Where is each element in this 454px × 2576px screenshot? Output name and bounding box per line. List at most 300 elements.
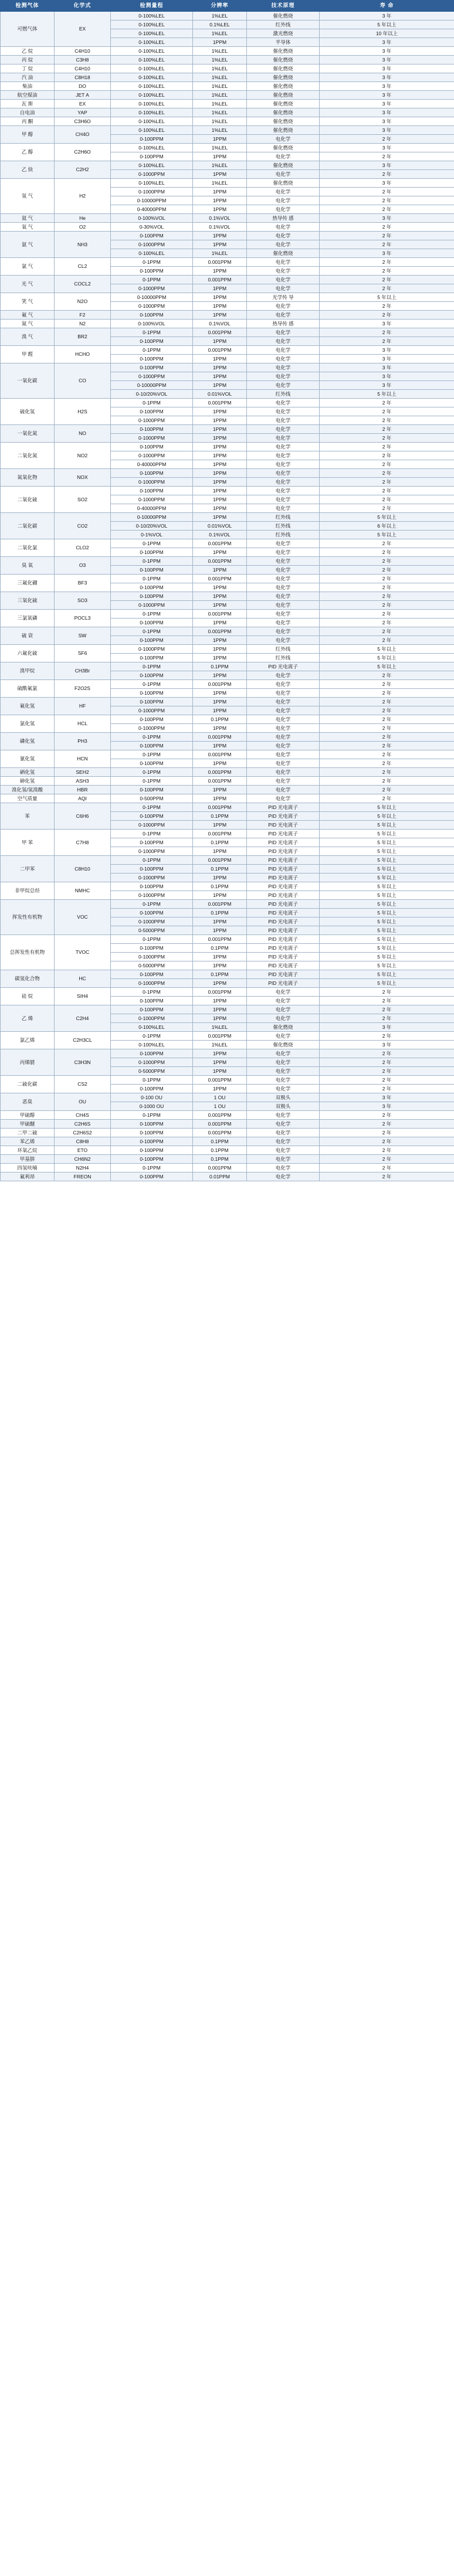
technology: 电化学 bbox=[247, 152, 320, 161]
detection-range: 0-100PPM bbox=[111, 267, 193, 276]
service-life: 2 年 bbox=[320, 592, 454, 601]
technology: 电化学 bbox=[247, 1085, 320, 1093]
table-row bbox=[1, 1164, 454, 1173]
technology: 催化燃烧 bbox=[247, 1023, 320, 1032]
resolution: 1PPM bbox=[193, 513, 247, 522]
gas-name: 二硫化碳 bbox=[1, 1076, 55, 1093]
service-life: 2 年 bbox=[320, 469, 454, 478]
gas-formula: HCHO bbox=[55, 346, 111, 363]
detection-range: 0-10000PPM bbox=[111, 293, 193, 302]
detection-range: 0-100PPM bbox=[111, 1155, 193, 1164]
gas-name: 硫酰氟氯 bbox=[1, 680, 55, 698]
detection-range: 0-100PPM bbox=[111, 1173, 193, 1181]
technology: 激光燃烧 bbox=[247, 29, 320, 38]
gas-name: 甲 醇 bbox=[1, 126, 55, 144]
resolution: 1PPM bbox=[193, 337, 247, 346]
resolution: 0.1%LEL bbox=[193, 21, 247, 29]
service-life: 2 年 bbox=[320, 152, 454, 161]
gas-formula: SW bbox=[55, 627, 111, 645]
technology: 催化燃烧 bbox=[247, 161, 320, 170]
technology: PID 光电离子 bbox=[247, 900, 320, 909]
resolution: 1PPM bbox=[193, 434, 247, 443]
technology: PID 光电离子 bbox=[247, 935, 320, 944]
technology: 电化学 bbox=[247, 135, 320, 144]
detection-range: 0-100PPM bbox=[111, 363, 193, 372]
detection-range: 0-1000PPM bbox=[111, 1058, 193, 1067]
table-row bbox=[1, 557, 454, 566]
detection-range: 0-100PPM bbox=[111, 311, 193, 320]
table-row bbox=[1, 443, 454, 451]
service-life: 5 年以上 bbox=[320, 803, 454, 812]
table-body bbox=[1, 12, 454, 1181]
resolution: 1PPM bbox=[193, 583, 247, 592]
technology: 双极头 bbox=[247, 1093, 320, 1102]
gas-name: 空气质量 bbox=[1, 794, 55, 803]
service-life: 3 年 bbox=[320, 320, 454, 328]
resolution: 1PPM bbox=[193, 566, 247, 575]
gas-formula: C2H6S2 bbox=[55, 1129, 111, 1137]
resolution: 1PPM bbox=[193, 469, 247, 478]
detection-range: 0-100PPM bbox=[111, 786, 193, 794]
detection-range: 0-100PPM bbox=[111, 1120, 193, 1129]
gas-name: 氯乙烯 bbox=[1, 1032, 55, 1049]
service-life: 2 年 bbox=[320, 566, 454, 575]
gas-formula: N2 bbox=[55, 320, 111, 328]
detection-range: 0-100PPM bbox=[111, 592, 193, 601]
technology: PID 光电离子 bbox=[247, 812, 320, 821]
technology: PID 光电离子 bbox=[247, 662, 320, 671]
detection-range: 0-1PPM bbox=[111, 258, 193, 267]
technology: 电化学 bbox=[247, 715, 320, 724]
gas-formula: YAP bbox=[55, 108, 111, 117]
technology: 电化学 bbox=[247, 618, 320, 627]
detection-range: 0-1PPM bbox=[111, 768, 193, 777]
resolution: 1PPM bbox=[193, 953, 247, 961]
technology: 电化学 bbox=[247, 724, 320, 733]
table-row bbox=[1, 1173, 454, 1181]
service-life: 2 年 bbox=[320, 539, 454, 548]
resolution: 1PPM bbox=[193, 495, 247, 504]
resolution: 0.1PPM bbox=[193, 715, 247, 724]
gas-formula: SEH2 bbox=[55, 768, 111, 777]
service-life: 2 年 bbox=[320, 478, 454, 487]
gas-formula: EX bbox=[55, 100, 111, 108]
technology: 电化学 bbox=[247, 328, 320, 337]
gas-formula: NOX bbox=[55, 469, 111, 487]
technology: 电化学 bbox=[247, 636, 320, 645]
service-life: 2 年 bbox=[320, 733, 454, 742]
gas-formula: SO2 bbox=[55, 487, 111, 513]
table-row bbox=[1, 73, 454, 82]
gas-formula: F2 bbox=[55, 311, 111, 320]
gas-formula: NH3 bbox=[55, 232, 111, 258]
gas-name: 溴 气 bbox=[1, 328, 55, 346]
service-life: 2 年 bbox=[320, 135, 454, 144]
resolution: 1%LEL bbox=[193, 117, 247, 126]
technology: 电化学 bbox=[247, 1146, 320, 1155]
technology: 电化学 bbox=[247, 495, 320, 504]
technology: 电化学 bbox=[247, 469, 320, 478]
resolution: 1%LEL bbox=[193, 249, 247, 258]
service-life: 5 年以上 bbox=[320, 900, 454, 909]
detection-range: 0-1PPM bbox=[111, 627, 193, 636]
gas-name: 氯化氢 bbox=[1, 715, 55, 733]
service-life: 5 年以上 bbox=[320, 645, 454, 654]
resolution: 1PPM bbox=[193, 188, 247, 196]
gas-detection-spec-sheet bbox=[0, 0, 454, 1181]
technology: 电化学 bbox=[247, 689, 320, 698]
gas-name: 苯 bbox=[1, 803, 55, 830]
technology: 电化学 bbox=[247, 566, 320, 575]
resolution: 1PPM bbox=[193, 821, 247, 830]
detection-range: 0-100%LEL bbox=[111, 64, 193, 73]
technology: PID 光电离子 bbox=[247, 838, 320, 847]
resolution: 0.1PPM bbox=[193, 812, 247, 821]
service-life: 5 年以上 bbox=[320, 654, 454, 662]
table-row bbox=[1, 328, 454, 337]
table-row bbox=[1, 469, 454, 478]
detection-range: 0-100%LEL bbox=[111, 38, 193, 47]
service-life: 3 年 bbox=[320, 214, 454, 223]
detection-range: 0-100PPM bbox=[111, 407, 193, 416]
technology: 电化学 bbox=[247, 337, 320, 346]
technology: PID 光电离子 bbox=[247, 874, 320, 882]
service-life: 2 年 bbox=[320, 460, 454, 469]
gas-name: 三氯氧磷 bbox=[1, 610, 55, 627]
technology: 电化学 bbox=[247, 680, 320, 689]
detection-range: 0-1000PPM bbox=[111, 874, 193, 882]
technology: 电化学 bbox=[247, 706, 320, 715]
detection-range: 0-100PPM bbox=[111, 152, 193, 161]
technology: 半导体 bbox=[247, 38, 320, 47]
service-life: 5 年以上 bbox=[320, 926, 454, 935]
gas-name: 甲硫醚 bbox=[1, 1120, 55, 1129]
resolution: 0.1%VOL bbox=[193, 223, 247, 232]
resolution: 0.1%VOL bbox=[193, 531, 247, 539]
service-life: 3 年 bbox=[320, 108, 454, 117]
technology: 电化学 bbox=[247, 988, 320, 997]
resolution: 1PPM bbox=[193, 372, 247, 381]
gas-formula: CH4S bbox=[55, 1111, 111, 1120]
service-life: 5 年以上 bbox=[320, 891, 454, 900]
resolution: 0.1PPM bbox=[193, 662, 247, 671]
gas-formula: SO3 bbox=[55, 592, 111, 610]
technology: 红外线 bbox=[247, 513, 320, 522]
gas-formula: DO bbox=[55, 82, 111, 91]
table-row bbox=[1, 786, 454, 794]
table-row bbox=[1, 794, 454, 803]
resolution: 1PPM bbox=[193, 917, 247, 926]
service-life: 3 年 bbox=[320, 249, 454, 258]
detection-range: 0-1PPM bbox=[111, 988, 193, 997]
gas-formula: C2H3CL bbox=[55, 1032, 111, 1049]
technology: PID 光电离子 bbox=[247, 970, 320, 979]
detection-range: 0-100PPM bbox=[111, 882, 193, 891]
service-life: 5 年以上 bbox=[320, 662, 454, 671]
technology: 电化学 bbox=[247, 548, 320, 557]
detection-range: 0-1000PPM bbox=[111, 953, 193, 961]
technology: 电化学 bbox=[247, 399, 320, 407]
detection-range: 0-100PPM bbox=[111, 1049, 193, 1058]
detection-range: 0-100%LEL bbox=[111, 249, 193, 258]
resolution: 1PPM bbox=[193, 152, 247, 161]
resolution: 0.001PPM bbox=[193, 627, 247, 636]
detection-range: 0-500PPM bbox=[111, 794, 193, 803]
resolution: 1PPM bbox=[193, 355, 247, 363]
detection-range: 0-100%LEL bbox=[111, 12, 193, 21]
service-life: 2 年 bbox=[320, 777, 454, 786]
service-life: 2 年 bbox=[320, 495, 454, 504]
technology: 电化学 bbox=[247, 240, 320, 249]
gas-formula: C8H18 bbox=[55, 73, 111, 82]
resolution: 0.001PPM bbox=[193, 733, 247, 742]
detection-range: 0-100PPM bbox=[111, 443, 193, 451]
detection-range: 0-1PPM bbox=[111, 900, 193, 909]
resolution: 0.01%VOL bbox=[193, 390, 247, 399]
technology: 电化学 bbox=[247, 363, 320, 372]
detection-range: 0-100%LEL bbox=[111, 1023, 193, 1032]
detection-range: 0-100PPM bbox=[111, 337, 193, 346]
service-life: 5 年以上 bbox=[320, 531, 454, 539]
service-life: 2 年 bbox=[320, 399, 454, 407]
table-row bbox=[1, 680, 454, 689]
table-row bbox=[1, 487, 454, 495]
technology: 电化学 bbox=[247, 232, 320, 240]
detection-range: 0-100%LEL bbox=[111, 47, 193, 56]
resolution: 1PPM bbox=[193, 478, 247, 487]
resolution: 0.1PPM bbox=[193, 970, 247, 979]
detection-range: 0-1PPM bbox=[111, 750, 193, 759]
gas-formula: C2H4 bbox=[55, 1005, 111, 1032]
gas-name: 硅 烷 bbox=[1, 988, 55, 1005]
gas-formula: N2H4 bbox=[55, 1164, 111, 1173]
technology: PID 光电离子 bbox=[247, 847, 320, 856]
service-life: 2 年 bbox=[320, 759, 454, 768]
service-life: 2 年 bbox=[320, 267, 454, 276]
technology: PID 光电离子 bbox=[247, 961, 320, 970]
resolution: 0.01PPM bbox=[193, 1173, 247, 1181]
technology: 电化学 bbox=[247, 284, 320, 293]
resolution: 1PPM bbox=[193, 1049, 247, 1058]
gas-name: 溴化氢/氢溴酸 bbox=[1, 786, 55, 794]
technology: 催化燃烧 bbox=[247, 1041, 320, 1049]
gas-formula: CH6N2 bbox=[55, 1155, 111, 1164]
resolution: 1PPM bbox=[193, 689, 247, 698]
service-life: 2 年 bbox=[320, 1032, 454, 1041]
service-life: 2 年 bbox=[320, 548, 454, 557]
detection-range: 0-1PPM bbox=[111, 803, 193, 812]
detection-range: 0-40000PPM bbox=[111, 504, 193, 513]
technology: PID 光电离子 bbox=[247, 882, 320, 891]
detection-range: 0-1000PPM bbox=[111, 847, 193, 856]
detection-range: 0-1000PPM bbox=[111, 979, 193, 988]
detection-range: 0-10/20%VOL bbox=[111, 522, 193, 531]
resolution: 0.1PPM bbox=[193, 909, 247, 917]
technology: 电化学 bbox=[247, 451, 320, 460]
resolution: 0.001PPM bbox=[193, 610, 247, 618]
service-life: 2 年 bbox=[320, 1111, 454, 1120]
service-life: 3 年 bbox=[320, 372, 454, 381]
detection-range: 0-100PPM bbox=[111, 715, 193, 724]
table-row bbox=[1, 662, 454, 671]
resolution: 0.001PPM bbox=[193, 1111, 247, 1120]
detection-range: 0-100 OU bbox=[111, 1093, 193, 1102]
gas-name: 甲 醛 bbox=[1, 346, 55, 363]
detection-range: 0-100PPM bbox=[111, 636, 193, 645]
resolution: 1PPM bbox=[193, 636, 247, 645]
header-gas: 检测气体 bbox=[1, 1, 55, 12]
table-row bbox=[1, 988, 454, 997]
service-life: 2 年 bbox=[320, 636, 454, 645]
gas-name: 挥发性有机物 bbox=[1, 900, 55, 935]
gas-name: 磷化氢 bbox=[1, 733, 55, 750]
gas-name: 柴油 bbox=[1, 82, 55, 91]
gas-formula: C2H6O bbox=[55, 144, 111, 161]
gas-name: 二氧化氮 bbox=[1, 443, 55, 469]
detection-range: 0-1000PPM bbox=[111, 601, 193, 610]
resolution: 0.1PPM bbox=[193, 1155, 247, 1164]
detection-range: 0-100PPM bbox=[111, 355, 193, 363]
gas-formula: ETO bbox=[55, 1146, 111, 1155]
detection-range: 0-10000PPM bbox=[111, 196, 193, 205]
table-row bbox=[1, 161, 454, 170]
table-row bbox=[1, 513, 454, 522]
detection-range: 0-100%LEL bbox=[111, 91, 193, 100]
technology: 热导传 感 bbox=[247, 320, 320, 328]
technology: PID 光电离子 bbox=[247, 944, 320, 953]
technology: 电化学 bbox=[247, 610, 320, 618]
detection-range: 0-100PPM bbox=[111, 838, 193, 847]
resolution: 0.1PPM bbox=[193, 865, 247, 874]
resolution: 1PPM bbox=[193, 601, 247, 610]
service-life: 3 年 bbox=[320, 1041, 454, 1049]
gas-formula: CLO2 bbox=[55, 539, 111, 557]
gas-name: 环氧乙烷 bbox=[1, 1146, 55, 1155]
resolution: 1PPM bbox=[193, 38, 247, 47]
detection-range: 0-1PPM bbox=[111, 276, 193, 284]
detection-range: 0-1PPM bbox=[111, 1076, 193, 1085]
table-row bbox=[1, 1146, 454, 1155]
technology: 电化学 bbox=[247, 302, 320, 311]
gas-formula: AQI bbox=[55, 794, 111, 803]
resolution: 1PPM bbox=[193, 135, 247, 144]
gas-name: 溴甲烷 bbox=[1, 662, 55, 680]
gas-name: 氮氧化物 bbox=[1, 469, 55, 487]
gas-name: 丙 烷 bbox=[1, 56, 55, 64]
service-life: 2 年 bbox=[320, 575, 454, 583]
service-life: 3 年 bbox=[320, 346, 454, 355]
service-life: 3 年 bbox=[320, 161, 454, 170]
detection-range: 0-100PPM bbox=[111, 742, 193, 750]
gas-name: 二氧化氯 bbox=[1, 539, 55, 557]
resolution: 1PPM bbox=[193, 381, 247, 390]
resolution: 1PPM bbox=[193, 460, 247, 469]
detection-range: 0-100PPM bbox=[111, 583, 193, 592]
resolution: 1PPM bbox=[193, 311, 247, 320]
resolution: 1PPM bbox=[193, 1067, 247, 1076]
technology: 电化学 bbox=[247, 188, 320, 196]
technology: 电化学 bbox=[247, 742, 320, 750]
service-life: 3 年 bbox=[320, 355, 454, 363]
technology: 催化燃烧 bbox=[247, 117, 320, 126]
resolution: 0.001PPM bbox=[193, 900, 247, 909]
technology: 电化学 bbox=[247, 1005, 320, 1014]
detection-range: 0-1000PPM bbox=[111, 478, 193, 487]
detection-range: 0-100%LEL bbox=[111, 179, 193, 188]
service-life: 5 年以上 bbox=[320, 830, 454, 838]
table-row bbox=[1, 214, 454, 223]
technology: 电化学 bbox=[247, 777, 320, 786]
detection-range: 0-100%LEL bbox=[111, 1041, 193, 1049]
detection-range: 0-100PPM bbox=[111, 618, 193, 627]
gas-name: 甲硫醇 bbox=[1, 1111, 55, 1120]
technology: 电化学 bbox=[247, 504, 320, 513]
resolution: 0.001PPM bbox=[193, 328, 247, 337]
resolution: 1%LEL bbox=[193, 108, 247, 117]
service-life: 2 年 bbox=[320, 240, 454, 249]
table-row bbox=[1, 56, 454, 64]
table-row bbox=[1, 91, 454, 100]
gas-name: 氧 气 bbox=[1, 223, 55, 232]
detection-range: 0-100PPM bbox=[111, 812, 193, 821]
technology: 电化学 bbox=[247, 601, 320, 610]
service-life: 3 年 bbox=[320, 381, 454, 390]
resolution: 0.001PPM bbox=[193, 1129, 247, 1137]
resolution: 0.001PPM bbox=[193, 1076, 247, 1085]
detection-range: 0-100%LEL bbox=[111, 56, 193, 64]
technology: PID 光电离子 bbox=[247, 830, 320, 838]
table-row bbox=[1, 232, 454, 240]
service-life: 5 年以上 bbox=[320, 838, 454, 847]
gas-name: 碳氢化合物 bbox=[1, 970, 55, 988]
detection-range: 0-1000PPM bbox=[111, 645, 193, 654]
table-row bbox=[1, 698, 454, 706]
gas-formula: C4H10 bbox=[55, 64, 111, 73]
detection-range: 0-100PPM bbox=[111, 1137, 193, 1146]
gas-formula: N2O bbox=[55, 293, 111, 311]
gas-name: 笑 气 bbox=[1, 293, 55, 311]
service-life: 2 年 bbox=[320, 1173, 454, 1181]
table-row bbox=[1, 425, 454, 434]
detection-range: 0-1PPM bbox=[111, 539, 193, 548]
resolution: 1PPM bbox=[193, 742, 247, 750]
technology: 电化学 bbox=[247, 627, 320, 636]
gas-name: 三氟化硼 bbox=[1, 575, 55, 592]
detection-range: 0-1PPM bbox=[111, 575, 193, 583]
technology: 红外线 bbox=[247, 531, 320, 539]
service-life: 2 年 bbox=[320, 451, 454, 460]
resolution: 0.001PPM bbox=[193, 1164, 247, 1173]
resolution: 1 OU bbox=[193, 1102, 247, 1111]
technology: 催化燃烧 bbox=[247, 64, 320, 73]
service-life: 2 年 bbox=[320, 750, 454, 759]
resolution: 0.001PPM bbox=[193, 856, 247, 865]
gas-formula: CO2 bbox=[55, 513, 111, 539]
gas-formula: CH3Br bbox=[55, 662, 111, 680]
gas-formula: VOC bbox=[55, 900, 111, 935]
table-row bbox=[1, 856, 454, 865]
table-row bbox=[1, 1005, 454, 1014]
gas-name: 二甲苯 bbox=[1, 856, 55, 882]
resolution: 1PPM bbox=[193, 196, 247, 205]
detection-range: 0-100%LEL bbox=[111, 117, 193, 126]
service-life: 2 年 bbox=[320, 715, 454, 724]
service-life: 2 年 bbox=[320, 610, 454, 618]
service-life: 2 年 bbox=[320, 276, 454, 284]
technology: 电化学 bbox=[247, 346, 320, 355]
service-life: 3 年 bbox=[320, 38, 454, 47]
detection-range: 0-100%LEL bbox=[111, 126, 193, 135]
